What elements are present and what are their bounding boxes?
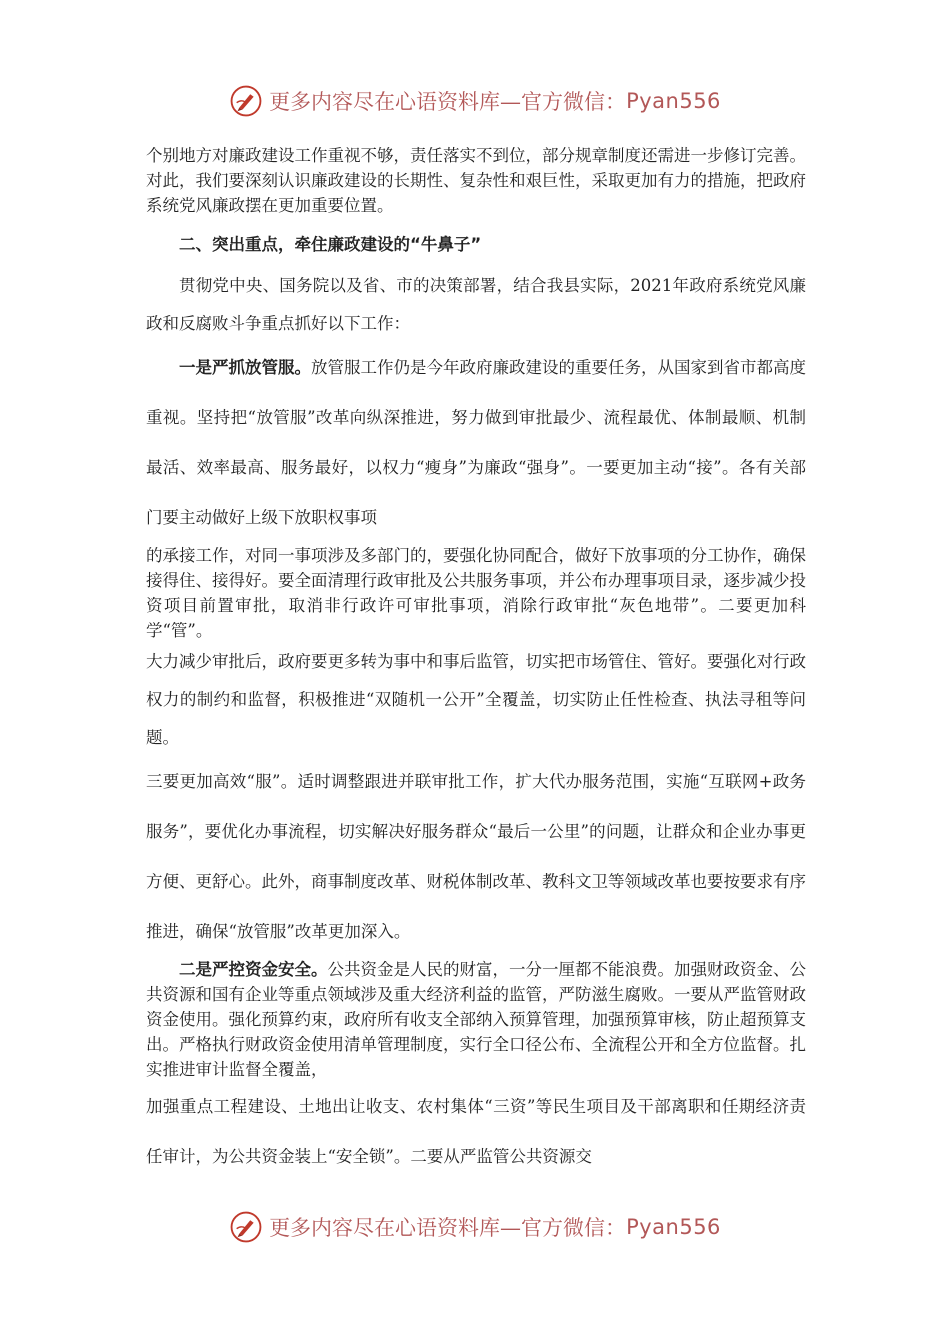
paragraph-3b: 的承接工作，对同一事项涉及多部门的，要强化协同配合，做好下放事项的分工协作，确保接得住、接得好。要全面清理行政审批及公共服务事项，并公布办理事项目录，逐步减少投资项目前置审批，取消非行政许可审批事项，消除行政审批“灰色地带”。二要更加科学“管”。 — [146, 546, 806, 640]
watermark-text-cn: 更多内容尽在心语资料库—官方微信： — [269, 1216, 627, 1240]
logo-icon — [229, 1210, 263, 1244]
paragraph-3c: 大力减少审批后，政府要更多转为事中和事后监管，切实把市场管住、管好。要强化对行政权力的制约和监督，积极推进“双随机一公开”全覆盖，切实防止任性检查、执法寻租等问题。 — [146, 652, 806, 747]
lead-phrase-1: 一是严抓放管服。 — [179, 358, 311, 377]
watermark — [229, 84, 721, 118]
section-heading: 二、突出重点，牵住廉政建设的“牛鼻子” — [179, 235, 482, 254]
lead-phrase-2: 二是严控资金安全。 — [179, 960, 328, 979]
watermark-text-latin: Pyan556 — [626, 1215, 721, 1239]
paragraph-4a-text: 公共资金是人民的财富，一分一厘都不能浪费。加强财政资金、公共资源和国有企业等重点领域涉及重大经济利益的监管，严防滋生腐败。一要从严监管财政资金使用。强化预算约束，政府所有收支全部纳入预算管理，加强预算审核，防止超预算支出。严格执行财政资金使用清单管理制度，实行全口径公布、全流程公开和全方位监督。扎实推进审计监督全覆盖， — [146, 960, 806, 1079]
paragraph-3a-text: 放管服工作仍是今年政府廉政建设的重要任务，从国家到省市都高度重视。坚持把“放管服”改革向纵深推进，努力做到审批最少、流程最优、体制最顺、机制最活、效率最高、服务最好，以权力“瘦身”为廉政“强身”。一要更加主动“接”。各有关部门要主动做好上级下放职权事项 — [146, 358, 806, 527]
watermark-text-latin: Pyan556 — [626, 89, 721, 113]
paragraph-4b: 加强重点工程建设、土地出让收支、农村集体“三资”等民生项目及干部离职和任期经济责任审计，为公共资金装上“安全锁”。二要从严监管公共资源交 — [146, 1097, 806, 1166]
document-body — [146, 143, 806, 1182]
watermark-footer — [0, 1210, 950, 1244]
paragraph-1: 个别地方对廉政建设工作重视不够，责任落实不到位，部分规章制度还需进一步修订完善。对此，我们要深刻认识廉政建设的长期性、复杂性和艰巨性，采取更加有力的措施，把政府系统党风廉政摆在更加重要位置。 — [146, 146, 806, 215]
watermark-header — [0, 84, 950, 118]
watermark — [229, 1210, 721, 1244]
paragraph-2: 贯彻党中央、国务院以及省、市的决策部署，结合我县实际，2021年政府系统党风廉政和反腐败斗争重点抓好以下工作： — [146, 276, 806, 333]
paragraph-4a — [146, 957, 806, 1082]
paragraph-3d: 三要更加高效“服”。适时调整跟进并联审批工作，扩大代办服务范围，实施“互联网+政务服务”，要优化办事流程，切实解决好服务群众“最后一公里”的问题，让群众和企业办事更方便、更舒心。此外，商事制度改革、财税体制改革、教科文卫等领域改革也要按要求有序推进，确保“放管服”改革更加深入。 — [146, 772, 806, 941]
watermark-text-cn: 更多内容尽在心语资料库—官方微信： — [269, 90, 627, 114]
paragraph-3a — [146, 343, 806, 543]
logo-icon — [229, 84, 263, 118]
